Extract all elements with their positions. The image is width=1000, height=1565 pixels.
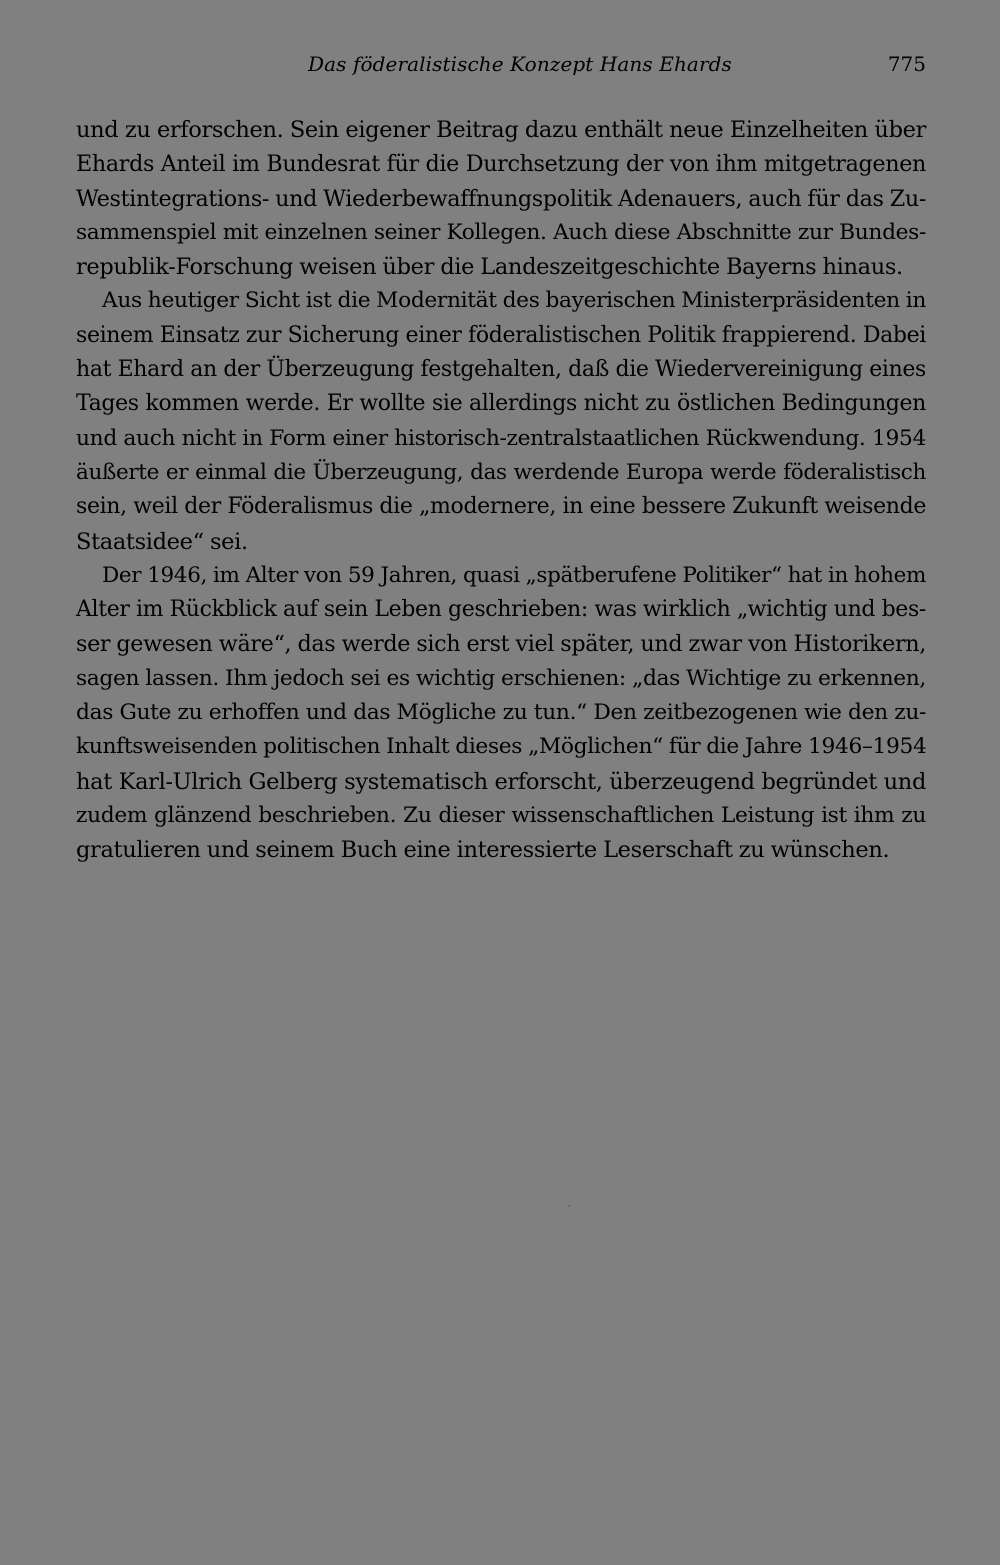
text-line: das Gute zu erhoffen und das Mögliche zu tun.“ Den zeitbezogenen wie den zu-	[76, 700, 926, 726]
text-line: Der 1946, im Alter von 59 Jahren, quasi „spätberufene Politiker“ hat in hohem	[102, 562, 926, 588]
page-number: 775	[887, 52, 926, 76]
text-line: sein, weil der Föderalismus die „modernere, in eine bessere Zukunft weisende	[76, 494, 926, 520]
text-line: hat Karl-Ulrich Gelberg systematisch erforscht, überzeugend begründet und	[76, 768, 926, 795]
paragraph	[76, 113, 926, 284]
text-line: und auch nicht in Form einer historisch-zentralstaatlichen Rückwendung. 1954	[76, 425, 926, 451]
text-line: republik-Forschung weisen über die Landeszeitgeschichte Bayerns hinaus.	[76, 254, 903, 281]
text-line: gratulieren und seinem Buch eine interessierte Leserschaft zu wünschen.	[76, 837, 890, 864]
text-line: Alter im Rückblick auf sein Leben geschrieben: was wirklich „wichtig und bes-	[76, 597, 926, 623]
paragraph	[76, 284, 926, 558]
text-line: hat Ehard an der Überzeugung festgehalten, daß die Wiedervereinigung eines	[76, 357, 926, 383]
text-line: sammenspiel mit einzelnen seiner Kollegen. Auch diese Abschnitte zur Bundes-	[76, 219, 926, 245]
body-text	[76, 113, 926, 868]
text-line: ser gewesen wäre“, das werde sich erst viel später, und zwar von Historikern,	[76, 631, 926, 658]
text-line: seinem Einsatz zur Sicherung einer föderalistischen Politik frappierend. Dabei	[76, 322, 926, 348]
text-line: Aus heutiger Sicht ist die Modernität des bayerischen Ministerpräsidenten in	[102, 288, 926, 314]
text-line: Westintegrations- und Wiederbewaffnungspolitik Adenauers, auch für das Zu-	[76, 185, 926, 212]
text-line: äußerte er einmal die Überzeugung, das werdende Europa werde föderalistisch	[76, 459, 926, 485]
text-line: kunftsweisenden politischen Inhalt dieses „Möglichen“ für die Jahre 1946–1954	[76, 734, 927, 760]
text-line: sagen lassen. Ihm jedoch sei es wichtig erschienen: „das Wichtige zu erkennen,	[76, 665, 926, 691]
text-line: und zu erforschen. Sein eigener Beitrag dazu enthält neue Einzelheiten über	[76, 117, 926, 143]
running-title: Das föderalistische Konzept Hans Ehards	[308, 52, 732, 76]
text-line: zudem glänzend beschrieben. Zu dieser wissenschaftlichen Leistung ist ihm zu	[76, 802, 926, 828]
text-line: Ehards Anteil im Bundesrat für die Durchsetzung der von ihm mitgetragenen	[76, 151, 926, 178]
text-line: Tages kommen werde. Er wollte sie allerdings nicht zu östlichen Bedingungen	[76, 391, 926, 417]
scan-speck	[568, 1205, 570, 1207]
text-line: Staatsidee“ sei.	[76, 528, 248, 555]
paragraph	[76, 559, 926, 868]
running-head	[76, 52, 926, 86]
